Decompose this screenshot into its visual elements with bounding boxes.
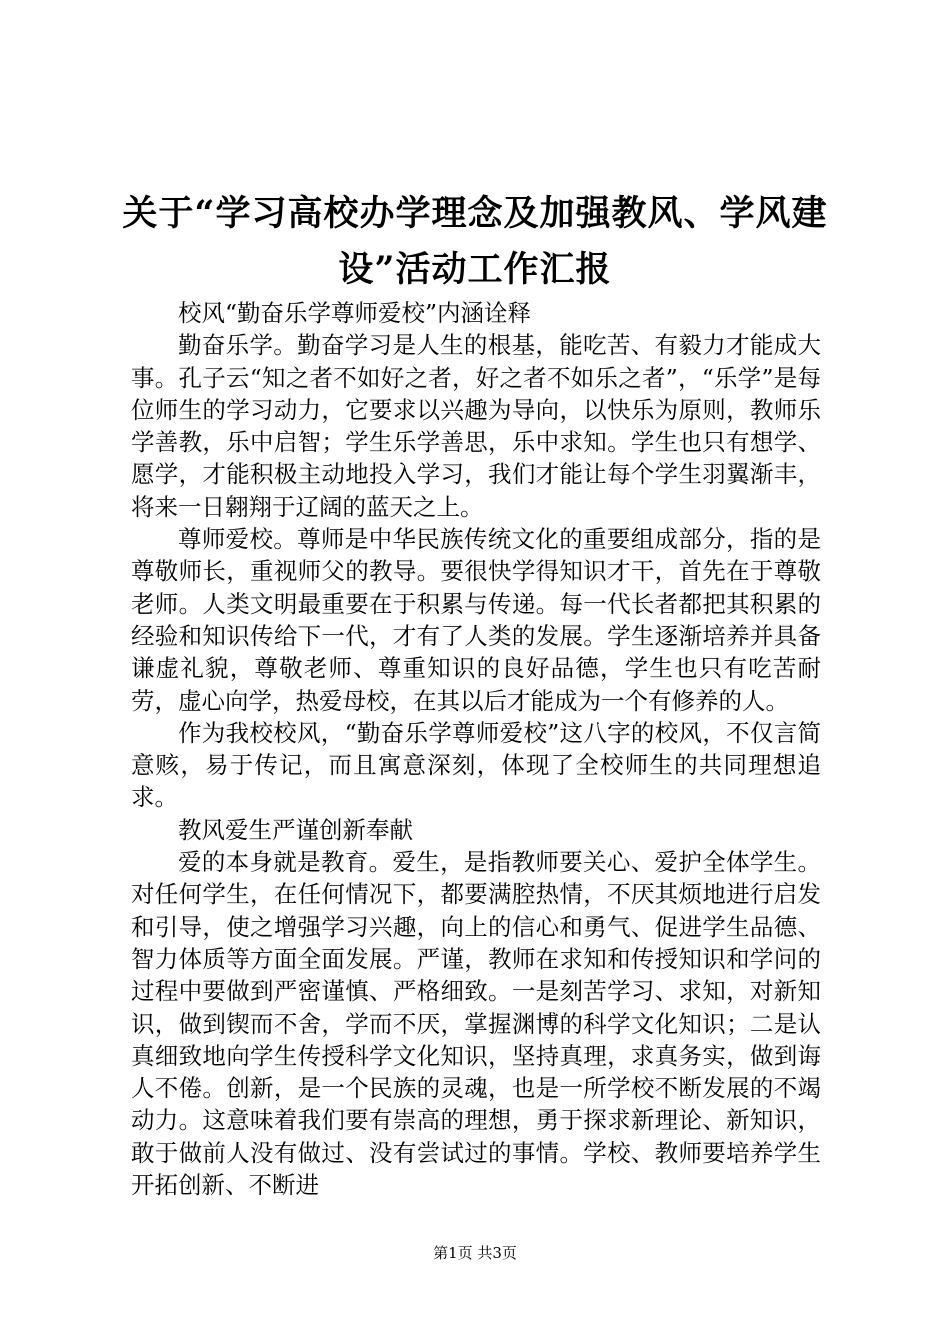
title-line-1: 关于“学习高校办学理念及加强教风、学风建	[122, 193, 828, 234]
page-number-footer: 第1页 共3页	[433, 1244, 517, 1262]
paragraph-diligent-learning: 勤奋乐学。勤奋学习是人生的根基，能吃苦、有毅力才能成大事。孔子云“知之者不如好之者，好之者不如乐之者”，“乐学”是每位师生的学习动力，它要求以兴趣为导向，以快乐为原则，教师乐学善教，乐中启智；学生乐学善思，乐中求知。学生也只有想学、愿学，才能积极主动地投入学习，我们才能让每个学生羽翼渐丰，将来一日翱翔于辽阔的蓝天之上。	[131, 331, 821, 521]
paragraph-school-motto-summary: 作为我校校风，“勤奋乐学尊师爱校”这八字的校风，不仅言简意赅，易于传记，而且寓意深刻，体现了全校师生的共同理想追求。	[131, 718, 821, 812]
section-heading-teaching-style: 教风爱生严谨创新奉献	[178, 815, 413, 844]
title-line-2: 设”活动工作汇报	[338, 249, 612, 290]
document-body	[131, 297, 821, 1201]
section-heading-school-spirit: 校风“勤奋乐学尊师爱校”内涵诠释	[178, 299, 532, 327]
paragraph-love-students: 爱的本身就是教育。爱生，是指教师要关心、爱护全体学生。对任何学生，在任何情况下，都要满腔热情，不厌其烦地进行启发和引导，使之增强学习兴趣，向上的信心和勇气、促进学生品德、智力体质等方面全面发展。严谨，教师在求知和传授知识和学问的过程中要做到严密谨慎、严格细致。一是刻苦学习、求知，对新知识，做到锲而不舍，学而不厌，掌握渊博的科学文化知识；二是认真细致地向学生传授科学文化知识，坚持真理，求真务实，做到诲人不倦。创新，是一个民族的灵魂，也是一所学校不断发展的不竭动力。这意味着我们要有崇高的理想，勇于探求新理论、新知识，敢于做前人没有做过、没有尝试过的事情。学校、教师要培养学生开拓创新、不断进	[131, 848, 821, 1200]
document-title	[120, 186, 830, 298]
paragraph-respect-teachers: 尊师爱校。尊师是中华民族传统文化的重要组成部分，指的是尊敬师长，重视师父的教导。要很快学得知识才干，首先在于尊敬老师。人类文明最重要在于积累与传递。每一代长者都把其积累的经验和知识传给下一代，才有了人类的发展。学生逐渐培养并具备谦虚礼貌，尊敬老师、尊重知识的良好品德，学生也只有吃苦耐劳，虚心向学，热爱母校，在其以后才能成为一个有修养的人。	[131, 525, 821, 715]
